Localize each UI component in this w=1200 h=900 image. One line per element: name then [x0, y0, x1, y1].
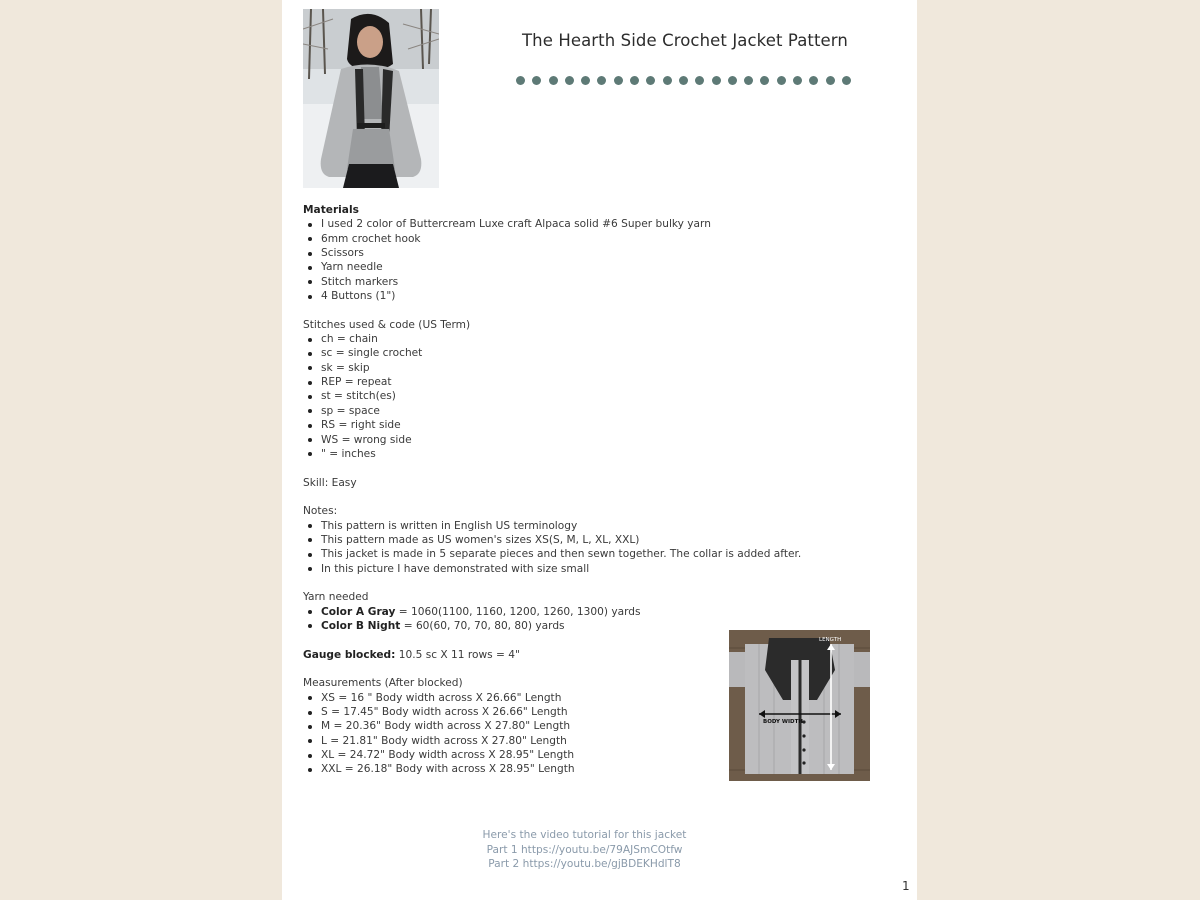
divider-dot: [516, 76, 525, 85]
list-item: This pattern made as US women's sizes XS(S, M, L, XL, XXL): [321, 533, 863, 547]
divider-dot: [728, 76, 737, 85]
divider-dot: [695, 76, 704, 85]
divider-dot: [744, 76, 753, 85]
video-tutorial-footer: [432, 828, 737, 872]
list-item: Scissors: [321, 246, 863, 260]
video-link-part-1[interactable]: Part 1 https://youtu.be/79AJSmCOtfw: [486, 843, 683, 856]
measurements-heading: Measurements (After blocked): [303, 677, 463, 690]
model-photo: [303, 9, 439, 188]
divider-dot: [532, 76, 541, 85]
notes-list: [303, 519, 863, 576]
list-item: Stitch markers: [321, 275, 863, 289]
divider-dot: [663, 76, 672, 85]
document-page: [282, 0, 917, 900]
footer-intro: Here's the video tutorial for this jacket: [482, 829, 687, 841]
divider-dot: [581, 76, 590, 85]
list-item: " = inches: [321, 447, 863, 461]
divider-dot: [646, 76, 655, 85]
list-item: sp = space: [321, 404, 863, 418]
divider-dot: [549, 76, 558, 85]
divider-dot: [597, 76, 606, 85]
list-item: 6mm crochet hook: [321, 232, 863, 246]
divider-dot: [777, 76, 786, 85]
stitches-list: [303, 332, 863, 461]
divider-dot: [630, 76, 639, 85]
gauge-value: 10.5 sc X 11 rows = 4": [395, 648, 520, 661]
yarn-list: [303, 605, 863, 634]
list-item: sk = skip: [321, 361, 863, 375]
yarn-color-label: Color A Gray: [321, 605, 396, 618]
divider-dot: [793, 76, 802, 85]
list-item: In this picture I have demonstrated with size small: [321, 562, 863, 576]
list-item: XS = 16 " Body width across X 26.66" Length: [321, 691, 863, 705]
jacket-measurement-photo: [729, 630, 870, 781]
gauge-label: Gauge blocked:: [303, 648, 396, 661]
divider-dot: [826, 76, 835, 85]
divider-dot: [809, 76, 818, 85]
list-item: sc = single crochet: [321, 346, 863, 360]
yarn-heading: Yarn needed: [303, 591, 369, 604]
stitches-heading: Stitches used & code (US Term): [303, 318, 471, 331]
list-item: XXL = 26.18" Body with across X 28.95" Length: [321, 762, 863, 776]
list-item: [321, 605, 863, 619]
body-width-label: BODY WIDTH: [763, 719, 803, 725]
list-item: This pattern is written in English US terminology: [321, 519, 863, 533]
list-item: L = 21.81" Body width across X 27.80" Length: [321, 734, 863, 748]
list-item: ch = chain: [321, 332, 863, 346]
divider-dot: [565, 76, 574, 85]
list-item: WS = wrong side: [321, 433, 863, 447]
length-label: LENGTH: [819, 637, 842, 643]
list-item: RS = right side: [321, 418, 863, 432]
divider-dot: [614, 76, 623, 85]
list-item: XL = 24.72" Body width across X 28.95" Length: [321, 748, 863, 762]
video-link-part-2[interactable]: Part 2 https://youtu.be/gjBDEKHdlT8: [488, 858, 681, 870]
decorative-dot-divider: [516, 76, 851, 88]
list-item: I used 2 color of Buttercream Luxe craft Alpaca solid #6 Super bulky yarn: [321, 217, 863, 231]
list-item: 4 Buttons (1"): [321, 289, 863, 303]
list-item: M = 20.36" Body width across X 27.80" Length: [321, 719, 863, 733]
yarn-color-label: Color B Night: [321, 619, 401, 632]
list-item: Yarn needle: [321, 260, 863, 274]
list-item: st = stitch(es): [321, 389, 863, 403]
materials-list: [303, 217, 863, 303]
yarn-amount: = 60(60, 70, 70, 80, 80) yards: [400, 619, 565, 632]
divider-dot: [679, 76, 688, 85]
skill-level: Skill: Easy: [303, 476, 357, 489]
notes-heading: Notes:: [303, 505, 338, 518]
divider-dot: [760, 76, 769, 85]
page-number: 1: [902, 879, 910, 893]
list-item: This jacket is made in 5 separate pieces and then sewn together. The collar is added after.: [321, 547, 863, 561]
list-item: REP = repeat: [321, 375, 863, 389]
divider-dot: [712, 76, 721, 85]
divider-dot: [842, 76, 851, 85]
page-title: The Hearth Side Crochet Jacket Pattern: [522, 31, 848, 50]
materials-heading: Materials: [303, 204, 359, 216]
list-item: S = 17.45" Body width across X 26.66" Length: [321, 705, 863, 719]
yarn-amount: = 1060(1100, 1160, 1200, 1260, 1300) yards: [395, 605, 641, 618]
